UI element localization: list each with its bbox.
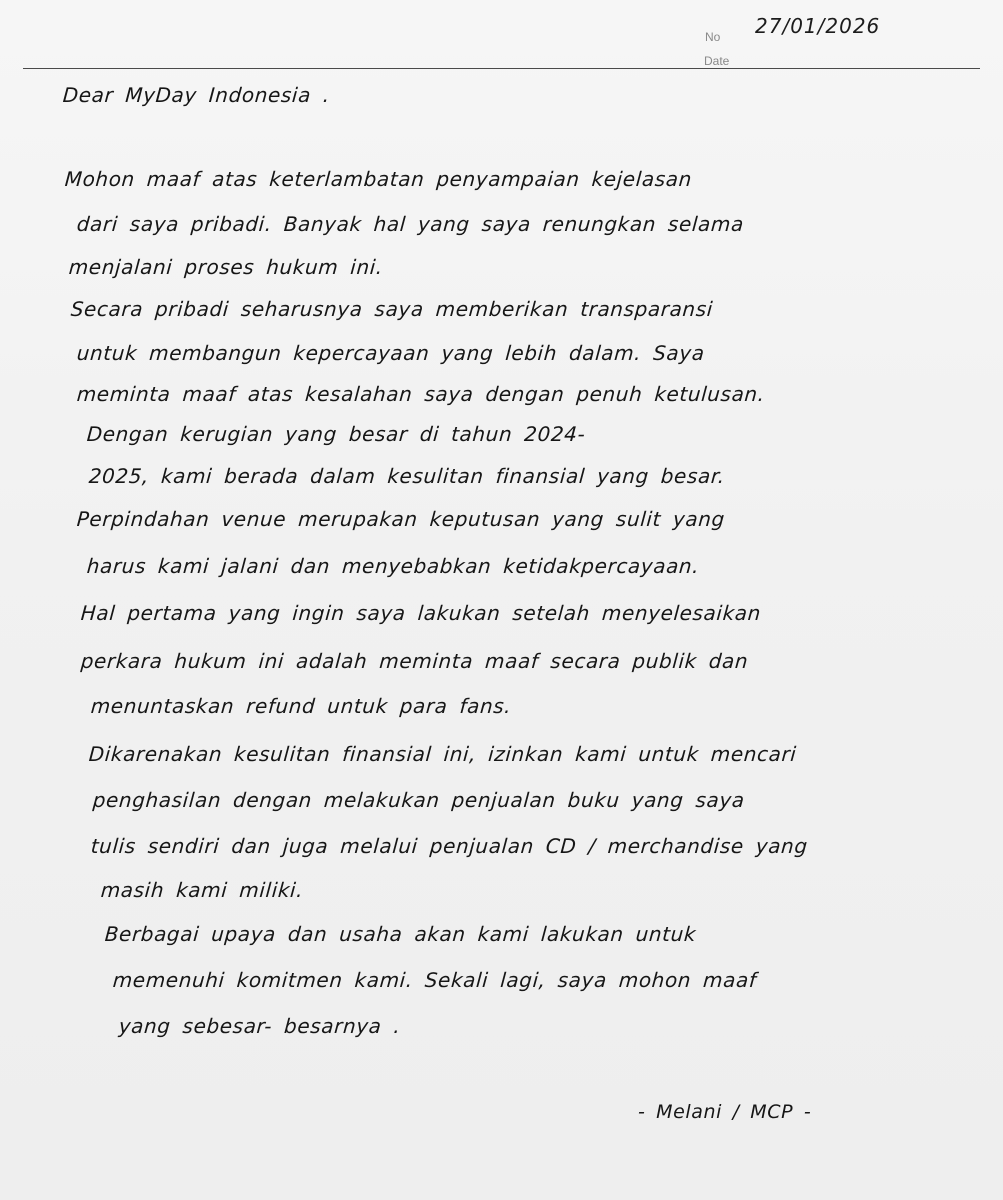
no-label: No xyxy=(705,30,721,44)
letter-line: Dengan kerugian yang besar di tahun 2024- xyxy=(86,422,587,446)
header-rule xyxy=(23,68,980,69)
letter-line: menjalani proses hukum ini. xyxy=(68,255,384,279)
letter-line: meminta maaf atas kesalahan saya dengan penuh ketulusan. xyxy=(76,382,766,406)
letter-greeting: Dear MyDay Indonesia . xyxy=(62,83,331,107)
letter-line: tulis sendiri dan juga melalui penjualan CD / merchandise yang xyxy=(90,834,809,858)
letter-line: perkara hukum ini adalah meminta maaf secara publik dan xyxy=(80,649,750,673)
letter-header xyxy=(0,0,1003,80)
date-label: Date xyxy=(704,54,730,68)
letter-line: untuk membangun kepercayaan yang lebih dalam. Saya xyxy=(76,341,706,365)
letter-line: penghasilan dengan melakukan penjualan buku yang saya xyxy=(92,788,746,812)
letter-line: dari saya pribadi. Banyak hal yang saya renungkan selama xyxy=(76,212,745,236)
letter-line: harus kami jalani dan menyebabkan ketidakpercayaan. xyxy=(86,554,701,578)
date-value: 27/01/2026 xyxy=(755,14,881,38)
letter-line: Hal pertama yang ingin saya lakukan setelah menyelesaikan xyxy=(80,601,762,625)
letter-line: Perpindahan venue merupakan keputusan yang sulit yang xyxy=(76,507,726,531)
letter-line: Mohon maaf atas keterlambatan penyampaian kejelasan xyxy=(64,167,693,191)
letter-line: Dikarenakan kesulitan finansial ini, izinkan kami untuk mencari xyxy=(88,742,798,766)
signature: - Melani / MCP - xyxy=(638,1101,812,1123)
letter-line: Berbagai upaya dan usaha akan kami lakukan untuk xyxy=(104,922,698,946)
letter-line: Secara pribadi seharusnya saya memberikan transparansi xyxy=(70,297,714,321)
letter-line: menuntaskan refund untuk para fans. xyxy=(90,694,513,718)
letter-line: 2025, kami berada dalam kesulitan finansial yang besar. xyxy=(88,464,726,488)
letter-line: yang sebesar- besarnya . xyxy=(118,1014,402,1038)
letter-line: memenuhi komitmen kami. Sekali lagi, saya mohon maaf xyxy=(112,968,758,992)
letter-line: masih kami miliki. xyxy=(100,878,305,902)
